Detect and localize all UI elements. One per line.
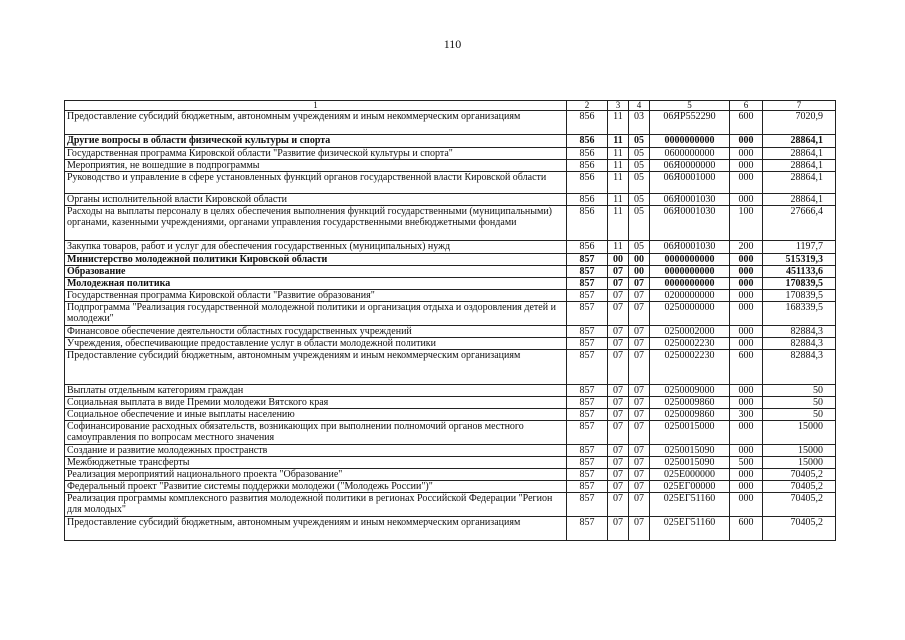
target-article-cell: 0000000000 [650,135,730,148]
expense-type-cell: 000 [730,254,763,266]
subsection-code-cell: 07 [629,350,650,385]
column-header: 5 [650,101,730,111]
table-row [65,135,836,148]
row-name-cell: Органы исполнительной власти Кировской области [65,194,567,206]
row-name-cell: Создание и развитие молодежных пространств [65,445,567,457]
expense-type-cell: 000 [730,421,763,445]
section-code-cell: 00 [608,254,629,266]
amount-cell: 50 [763,409,836,421]
expense-type-cell: 000 [730,469,763,481]
expense-type-cell: 000 [730,385,763,397]
table-row [65,278,836,290]
target-article-cell: 0250002230 [650,338,730,350]
column-header: 2 [567,101,608,111]
expense-type-cell: 300 [730,409,763,421]
ministry-code-cell: 857 [567,266,608,278]
expense-type-cell: 000 [730,302,763,326]
amount-cell: 82884,3 [763,350,836,385]
ministry-code-cell: 856 [567,135,608,148]
target-article-cell: 06Я0001000 [650,172,730,194]
table-row [65,194,836,206]
subsection-code-cell: 05 [629,206,650,241]
subsection-code-cell: 07 [629,409,650,421]
amount-cell: 70405,2 [763,517,836,541]
expense-type-cell: 000 [730,266,763,278]
subsection-code-cell: 05 [629,148,650,160]
budget-table [64,100,836,541]
section-code-cell: 07 [608,290,629,302]
ministry-code-cell: 857 [567,421,608,445]
table-row [65,385,836,397]
subsection-code-cell: 07 [629,385,650,397]
target-article-cell: 0250015000 [650,421,730,445]
table-row [65,290,836,302]
table-row [65,326,836,338]
table-row [65,397,836,409]
section-code-cell: 11 [608,172,629,194]
table-row [65,469,836,481]
section-code-cell: 07 [608,302,629,326]
amount-cell: 15000 [763,445,836,457]
amount-cell: 1197,7 [763,241,836,254]
amount-cell: 515319,3 [763,254,836,266]
ministry-code-cell: 856 [567,172,608,194]
table-row [65,445,836,457]
amount-cell: 70405,2 [763,493,836,517]
expense-type-cell: 000 [730,493,763,517]
subsection-code-cell: 00 [629,266,650,278]
amount-cell: 28864,1 [763,172,836,194]
expense-type-cell: 000 [730,194,763,206]
target-article-cell: 025EГ51160 [650,517,730,541]
subsection-code-cell: 07 [629,493,650,517]
ministry-code-cell: 857 [567,326,608,338]
row-name-cell: Финансовое обеспечение деятельности областных государственных учреждений [65,326,567,338]
target-article-cell: 06Я0001030 [650,194,730,206]
subsection-code-cell: 07 [629,457,650,469]
amount-cell: 28864,1 [763,160,836,172]
amount-cell: 28864,1 [763,148,836,160]
subsection-code-cell: 07 [629,302,650,326]
section-code-cell: 07 [608,338,629,350]
subsection-code-cell: 05 [629,160,650,172]
expense-type-cell: 000 [730,172,763,194]
section-code-cell: 07 [608,445,629,457]
row-name-cell: Межбюджетные трансферты [65,457,567,469]
amount-cell: 168339,5 [763,302,836,326]
ministry-code-cell: 856 [567,160,608,172]
table-row [65,517,836,541]
table-row [65,409,836,421]
expense-type-cell: 500 [730,457,763,469]
section-code-cell: 07 [608,350,629,385]
amount-cell: 28864,1 [763,194,836,206]
ministry-code-cell: 857 [567,350,608,385]
target-article-cell: 0250015090 [650,445,730,457]
column-header: 6 [730,101,763,111]
expense-type-cell: 200 [730,241,763,254]
section-code-cell: 07 [608,517,629,541]
ministry-code-cell: 856 [567,206,608,241]
amount-cell: 82884,3 [763,326,836,338]
table-row [65,148,836,160]
amount-cell: 70405,2 [763,469,836,481]
row-name-cell: Министерство молодежной политики Кировской области [65,254,567,266]
row-name-cell: Выплаты отдельным категориям граждан [65,385,567,397]
row-name-cell: Молодежная политика [65,278,567,290]
row-name-cell: Предоставление субсидий бюджетным, автономным учреждениям и иным некоммерческим организациям [65,350,567,385]
expense-type-cell: 000 [730,397,763,409]
section-code-cell: 07 [608,469,629,481]
expense-type-cell: 600 [730,517,763,541]
section-code-cell: 11 [608,241,629,254]
section-code-cell: 11 [608,206,629,241]
ministry-code-cell: 856 [567,241,608,254]
expense-type-cell: 000 [730,481,763,493]
subsection-code-cell: 00 [629,254,650,266]
section-code-cell: 11 [608,148,629,160]
row-name-cell: Социальное обеспечение и иные выплаты населению [65,409,567,421]
section-code-cell: 07 [608,421,629,445]
subsection-code-cell: 07 [629,397,650,409]
amount-cell: 70405,2 [763,481,836,493]
amount-cell: 451133,6 [763,266,836,278]
section-code-cell: 11 [608,111,629,135]
row-name-cell: Социальная выплата в виде Премии молодежи Вятского края [65,397,567,409]
amount-cell: 82884,3 [763,338,836,350]
subsection-code-cell: 07 [629,481,650,493]
row-name-cell: Учреждения, обеспечивающие предоставление услуг в области молодежной политики [65,338,567,350]
ministry-code-cell: 857 [567,278,608,290]
expense-type-cell: 100 [730,206,763,241]
section-code-cell: 07 [608,457,629,469]
amount-cell: 50 [763,397,836,409]
ministry-code-cell: 856 [567,111,608,135]
table-row [65,111,836,135]
row-name-cell: Другие вопросы в области физической культуры и спорта [65,135,567,148]
table-row [65,493,836,517]
amount-cell: 7020,9 [763,111,836,135]
amount-cell: 27666,4 [763,206,836,241]
table-row [65,160,836,172]
expense-type-cell: 000 [730,326,763,338]
expense-type-cell: 000 [730,445,763,457]
expense-type-cell: 000 [730,160,763,172]
target-article-cell: 06Я0001030 [650,206,730,241]
table-row [65,241,836,254]
subsection-code-cell: 05 [629,194,650,206]
row-name-cell: Реализация программы комплексного развития молодежной политики в регионах Российской Федерации "Регион для молодых" [65,493,567,517]
section-code-cell: 07 [608,397,629,409]
target-article-cell: 0250015090 [650,457,730,469]
ministry-code-cell: 857 [567,397,608,409]
section-code-cell: 07 [608,266,629,278]
section-code-cell: 07 [608,385,629,397]
subsection-code-cell: 05 [629,135,650,148]
subsection-code-cell: 07 [629,290,650,302]
target-article-cell: 0250009860 [650,397,730,409]
section-code-cell: 07 [608,326,629,338]
row-name-cell: Федеральный проект "Развитие системы поддержки молодежи ("Молодежь России")" [65,481,567,493]
column-header: 4 [629,101,650,111]
ministry-code-cell: 857 [567,445,608,457]
target-article-cell: 0250009860 [650,409,730,421]
target-article-cell: 06Я0001030 [650,241,730,254]
table-row [65,254,836,266]
subsection-code-cell: 07 [629,421,650,445]
row-name-cell: Предоставление субсидий бюджетным, автономным учреждениям и иным некоммерческим организациям [65,517,567,541]
target-article-cell: 0600000000 [650,148,730,160]
ministry-code-cell: 857 [567,517,608,541]
expense-type-cell: 600 [730,350,763,385]
column-header: 3 [608,101,629,111]
row-name-cell: Закупка товаров, работ и услуг для обеспечения государственных (муниципальных) нужд [65,241,567,254]
ministry-code-cell: 857 [567,290,608,302]
expense-type-cell: 000 [730,290,763,302]
target-article-cell: 06ЯР552290 [650,111,730,135]
target-article-cell: 0250002230 [650,350,730,385]
ministry-code-cell: 856 [567,148,608,160]
page-number: 110 [443,37,462,51]
expense-type-cell: 000 [730,148,763,160]
section-code-cell: 07 [608,278,629,290]
row-name-cell: Образование [65,266,567,278]
ministry-code-cell: 857 [567,481,608,493]
row-name-cell: Софинансирование расходных обязательств, возникающих при выполнении полномочий органов местного самоуправления по вопросам местного значения [65,421,567,445]
section-code-cell: 07 [608,481,629,493]
section-code-cell: 11 [608,135,629,148]
ministry-code-cell: 857 [567,409,608,421]
subsection-code-cell: 07 [629,326,650,338]
ministry-code-cell: 857 [567,469,608,481]
ministry-code-cell: 857 [567,338,608,350]
table-row [65,172,836,194]
subsection-code-cell: 07 [629,517,650,541]
table-row [65,421,836,445]
subsection-code-cell: 07 [629,469,650,481]
amount-cell: 15000 [763,457,836,469]
amount-cell: 28864,1 [763,135,836,148]
table-row [65,481,836,493]
row-name-cell: Реализация мероприятий национального проекта "Образование" [65,469,567,481]
section-code-cell: 11 [608,194,629,206]
row-name-cell: Подпрограмма "Реализация государственной молодежной политики и организация отдыха и оздоровления детей и молодежи" [65,302,567,326]
expense-type-cell: 000 [730,338,763,350]
target-article-cell: 0000000000 [650,266,730,278]
target-article-cell: 025E000000 [650,469,730,481]
ministry-code-cell: 856 [567,194,608,206]
table-row [65,457,836,469]
section-code-cell: 07 [608,493,629,517]
expense-type-cell: 000 [730,278,763,290]
target-article-cell: 025EГ51160 [650,493,730,517]
row-name-cell: Расходы на выплаты персоналу в целях обеспечения выполнения функций государственными (муниципальными) органами, казенными учреждениями, органами управления государственными внебюджетными фондами [65,206,567,241]
section-code-cell: 11 [608,160,629,172]
row-name-cell: Государственная программа Кировской области "Развитие образования" [65,290,567,302]
subsection-code-cell: 05 [629,172,650,194]
subsection-code-cell: 07 [629,445,650,457]
subsection-code-cell: 07 [629,278,650,290]
table-row [65,302,836,326]
amount-cell: 170839,5 [763,290,836,302]
expense-type-cell: 000 [730,135,763,148]
row-name-cell: Руководство и управление в сфере установленных функций органов государственной власти Кировской области [65,172,567,194]
subsection-code-cell: 07 [629,338,650,350]
table-row [65,350,836,385]
table-row [65,206,836,241]
target-article-cell: 0250002000 [650,326,730,338]
ministry-code-cell: 857 [567,493,608,517]
row-name-cell: Мероприятия, не вошедшие в подпрограммы [65,160,567,172]
target-article-cell: 06Я0000000 [650,160,730,172]
table-header-row [65,101,836,111]
section-code-cell: 07 [608,409,629,421]
amount-cell: 50 [763,385,836,397]
subsection-code-cell: 03 [629,111,650,135]
table-row [65,266,836,278]
ministry-code-cell: 857 [567,457,608,469]
amount-cell: 170839,5 [763,278,836,290]
row-name-cell: Предоставление субсидий бюджетным, автономным учреждениям и иным некоммерческим организациям [65,111,567,135]
target-article-cell: 0000000000 [650,254,730,266]
column-header: 7 [763,101,836,111]
amount-cell: 15000 [763,421,836,445]
target-article-cell: 0250000000 [650,302,730,326]
ministry-code-cell: 857 [567,254,608,266]
subsection-code-cell: 05 [629,241,650,254]
target-article-cell: 0250009000 [650,385,730,397]
target-article-cell: 0000000000 [650,278,730,290]
target-article-cell: 025EГ00000 [650,481,730,493]
row-name-cell: Государственная программа Кировской области "Развитие физической культуры и спорта" [65,148,567,160]
ministry-code-cell: 857 [567,385,608,397]
ministry-code-cell: 857 [567,302,608,326]
expense-type-cell: 600 [730,111,763,135]
table-row [65,338,836,350]
column-header: 1 [65,101,567,111]
target-article-cell: 0200000000 [650,290,730,302]
